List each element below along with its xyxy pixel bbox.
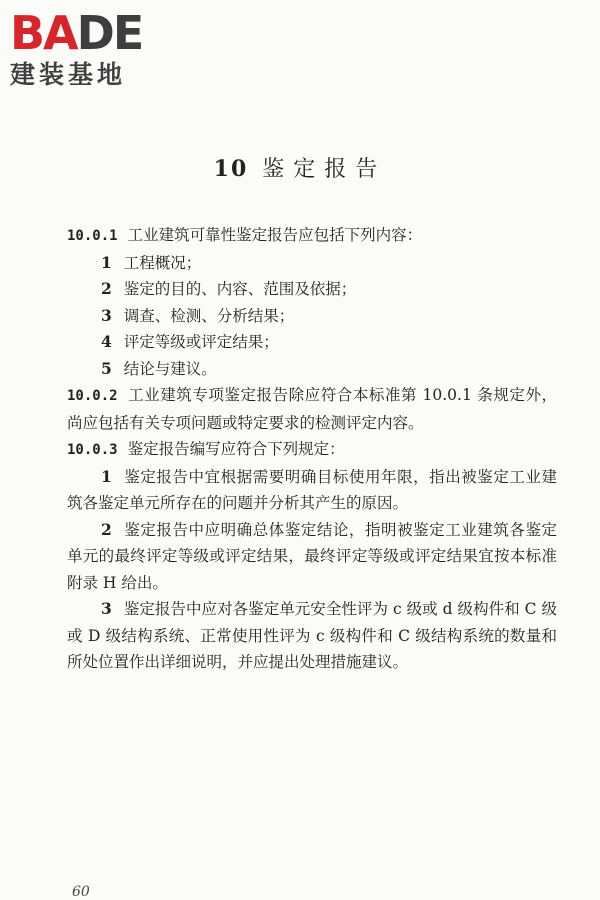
clause-number: 10.0.3 [67, 442, 118, 458]
clause-number: 10.0.2 [67, 388, 118, 404]
paragraph-item-number: 3 [101, 599, 112, 618]
list-item [67, 250, 557, 277]
paragraph-item-text: 鉴定报告中宜根据需要明确目标使用年限，指出被鉴定工业建筑各鉴定单元所存在的问题并分析其产生的原因。 [67, 467, 557, 512]
paragraph-item [67, 517, 557, 597]
page-number: 60 [72, 884, 90, 900]
paragraph-item-number: 2 [101, 519, 112, 539]
clause-text: 工业建筑专项鉴定报告除应符合本标准第 10.0.1 条规定外，尚应包括有关专项问题或特定要求的检测评定内容。 [67, 386, 557, 432]
list-item-number: 5 [101, 358, 112, 378]
logo-wordmark [10, 8, 180, 58]
chapter-title-text: 鉴定报告 [262, 157, 387, 182]
paragraph-item-number: 1 [101, 466, 112, 486]
paragraph-item-text: 鉴定报告中应对各鉴定单元安全性评为 c 级或 d 级构件和 C 级或 D 级结构系统、正常使用性评为 c 级构件和 C 级结构系统的数量和所处位置作出详细说明，并应提出处理措施建议。 [67, 600, 557, 671]
list-item-number: 4 [101, 332, 112, 351]
list-item-number: 1 [101, 252, 112, 272]
list-item-text: 评定等级或评定结果； [123, 333, 279, 351]
list-item-text: 调查、检测、分析结果； [123, 306, 295, 325]
list-item-text: 结论与建议。 [123, 359, 217, 378]
list-item-number: 2 [101, 279, 112, 298]
list-item [67, 276, 557, 303]
paragraph-item [67, 464, 557, 517]
list-item [67, 303, 557, 330]
list-item [67, 356, 557, 383]
list-item-text: 鉴定的目的、内容、范围及依据； [123, 280, 357, 298]
clause-10-0-1 [67, 222, 557, 250]
clause-10-0-2 [67, 382, 557, 436]
logo-wordmark-accent: BA [10, 6, 77, 60]
bade-logo [10, 8, 180, 90]
list-item-number: 3 [101, 305, 112, 325]
clause-number: 10.0.1 [67, 228, 118, 244]
logo-wordmark-rest: DE [76, 6, 143, 60]
document-body [67, 222, 557, 676]
paragraph-item [67, 596, 557, 676]
clause-text: 鉴定报告编写应符合下列规定： [127, 440, 345, 458]
chapter-number: 10 [213, 156, 249, 182]
paragraph-item-text: 鉴定报告中应明确总体鉴定结论，指明被鉴定工业建筑各鉴定单元的最终评定等级或评定结果，最终评定等级或评定结果宜按本标准附录 H 给出。 [67, 520, 557, 592]
chapter-title [0, 152, 600, 183]
list-item [67, 329, 557, 356]
logo-subtitle: 建装基地 [10, 60, 127, 89]
list-item-text: 工程概况； [123, 253, 202, 272]
clause-text: 工业建筑可靠性鉴定报告应包括下列内容： [127, 226, 423, 244]
clause-10-0-3 [67, 436, 557, 464]
